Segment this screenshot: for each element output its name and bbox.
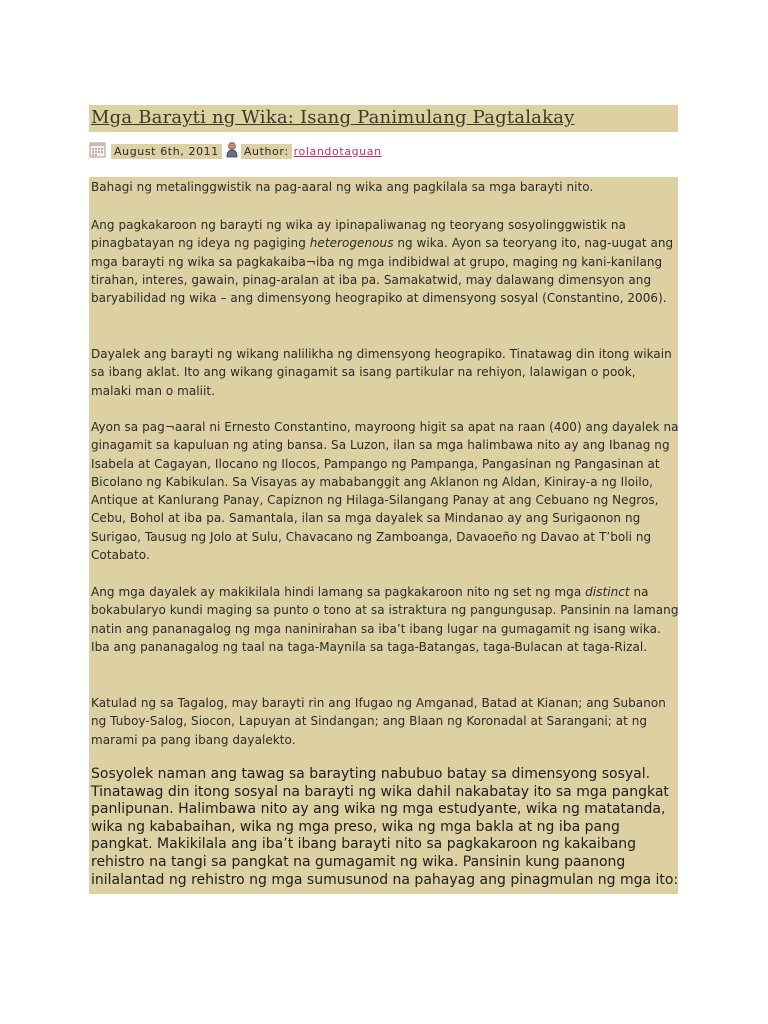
paragraph-4: Ayon sa pag¬aaral ni Ernesto Constantino, mayroong higit sa apat na raan (400) ang dayalek na ginagamit sa kapuluan ng ating bansa. Sa Luzon, ilan sa mga halimbawa nito ay ang Ibanag ng Isabela at Cagayan, Ilocano ng Ilocos, Pampango ng Pampanga, Pangasinan ng Pangasinan at Bicolano ng Kabikulan. Sa Visayas ay mababanggit ang Aklanon ng Aldan, Kiniray-a ng Iloilo, Antique at Kanlurang Panay, Capiznon ng Hilaga-Silangang Panay at ang Cebuano ng Negros, Cebu, Bohol at iba pa. Samantala, ilan sa mga dayalek sa Mindanao ay ang Surigaonon ng Surigao, Tausug ng Jolo at Sulu, Chavacano ng Zamboanga, Davaoeño ng Davao at T’boli ng Cotabato. — [91, 420, 679, 563]
article-body — [89, 177, 678, 894]
title-bar — [89, 105, 678, 132]
paragraph-5 — [91, 583, 679, 656]
paragraph-1: Bahagi ng metalinggwistik na pag-aaral ng wika ang pagkilala sa mga barayti nito. — [91, 180, 594, 194]
paragraph-2-text-a: Ang pagkakaroon ng barayti ng wika ay ipinapaliwanag ng teoryang sosyolinggwistik na pinagbatayan ng ideya ng pagiging — [91, 218, 626, 251]
paragraph-6: Katulad ng sa Tagalog, may barayti rin ang Ifugao ng Amganad, Batad at Kianan; ang Subanon ng Tuboy-Salog, Siocon, Lapuyan at Sindangan; ang Blaan ng Koronadal at Sarangani; at ng marami pa pang ibang dayalekto. — [91, 696, 666, 747]
author-label: Author: — [241, 144, 292, 159]
post-meta — [89, 140, 382, 162]
paragraph-2-emphasis: heterogenous — [309, 236, 394, 251]
author-link[interactable]: rolandotaguan — [293, 144, 382, 158]
paragraph-5-text-a: Ang mga dayalek ay makikilala hindi lamang sa pagkakaroon nito ng set ng mga — [91, 585, 586, 599]
paragraph-5-emphasis: distinct — [585, 585, 630, 599]
paragraph-5-text-b: na bokabularyo kundi maging sa punto o tono at sa istraktura ng pangungusap. Pansinin na lamang natin ang pananagalog ng mga naninirahan sa iba’t ibang lugar na gumagamit ng isang wika. Iba ang pananagalog ng taal na taga-Maynila sa taga-Batangas, taga-Bulacan at taga-Rizal. — [91, 585, 679, 654]
user-icon — [226, 141, 238, 162]
calendar-icon — [89, 141, 107, 162]
article-title[interactable]: Mga Barayti ng Wika: Isang Panimulang Pagtalakay — [91, 107, 575, 128]
paragraph-3: Dayalek ang barayti ng wikang nalilikha ng dimensyong heograpiko. Tinatawag din itong wikain sa ibang aklat. Ito ang wikang ginagamit sa isang partikular na rehiyon, lalawigan o pook, malaki man o maliit. — [91, 347, 672, 398]
post-date: August 6th, 2011 — [111, 144, 222, 159]
paragraph-2 — [91, 216, 679, 307]
paragraph-7: Sosyolek naman ang tawag sa barayting nabubuo batay sa dimensyong sosyal. Tinatawag din itong sosyal na barayti ng wika dahil nakabatay ito sa mga pangkat panlipunan. Halimbawa nito ay ang wika ng mga estudyante, wika ng matatanda, wika ng kababaihan, wika ng mga preso, wika ng mga bakla at ng iba pang pangkat. Makikilala ang iba’t ibang barayti nito sa pagkakaroon ng kakaibang rehistro na tangi sa pangkat na gumagamit ng wika. Pansinin kung paanong inilalantad ng rehistro ng mga sumusunod na pahayag ang pinagmulan ng mga ito: — [91, 766, 679, 888]
paragraph-2-text-b: ng wika. Ayon sa teoryang ito, nag-uugat ang mga barayti ng wika sa pagkakaiba¬iba ng mga indibidwal at grupo, maging ng kani-kanilang tirahan, interes, gawain, pinag-aralan at iba pa. Samakatwid, may dalawang dimensyon ang baryabilidad ng wika – ang dimensyong heograpiko at dimensyong sosyal (Constantino, 2006). — [91, 236, 674, 306]
